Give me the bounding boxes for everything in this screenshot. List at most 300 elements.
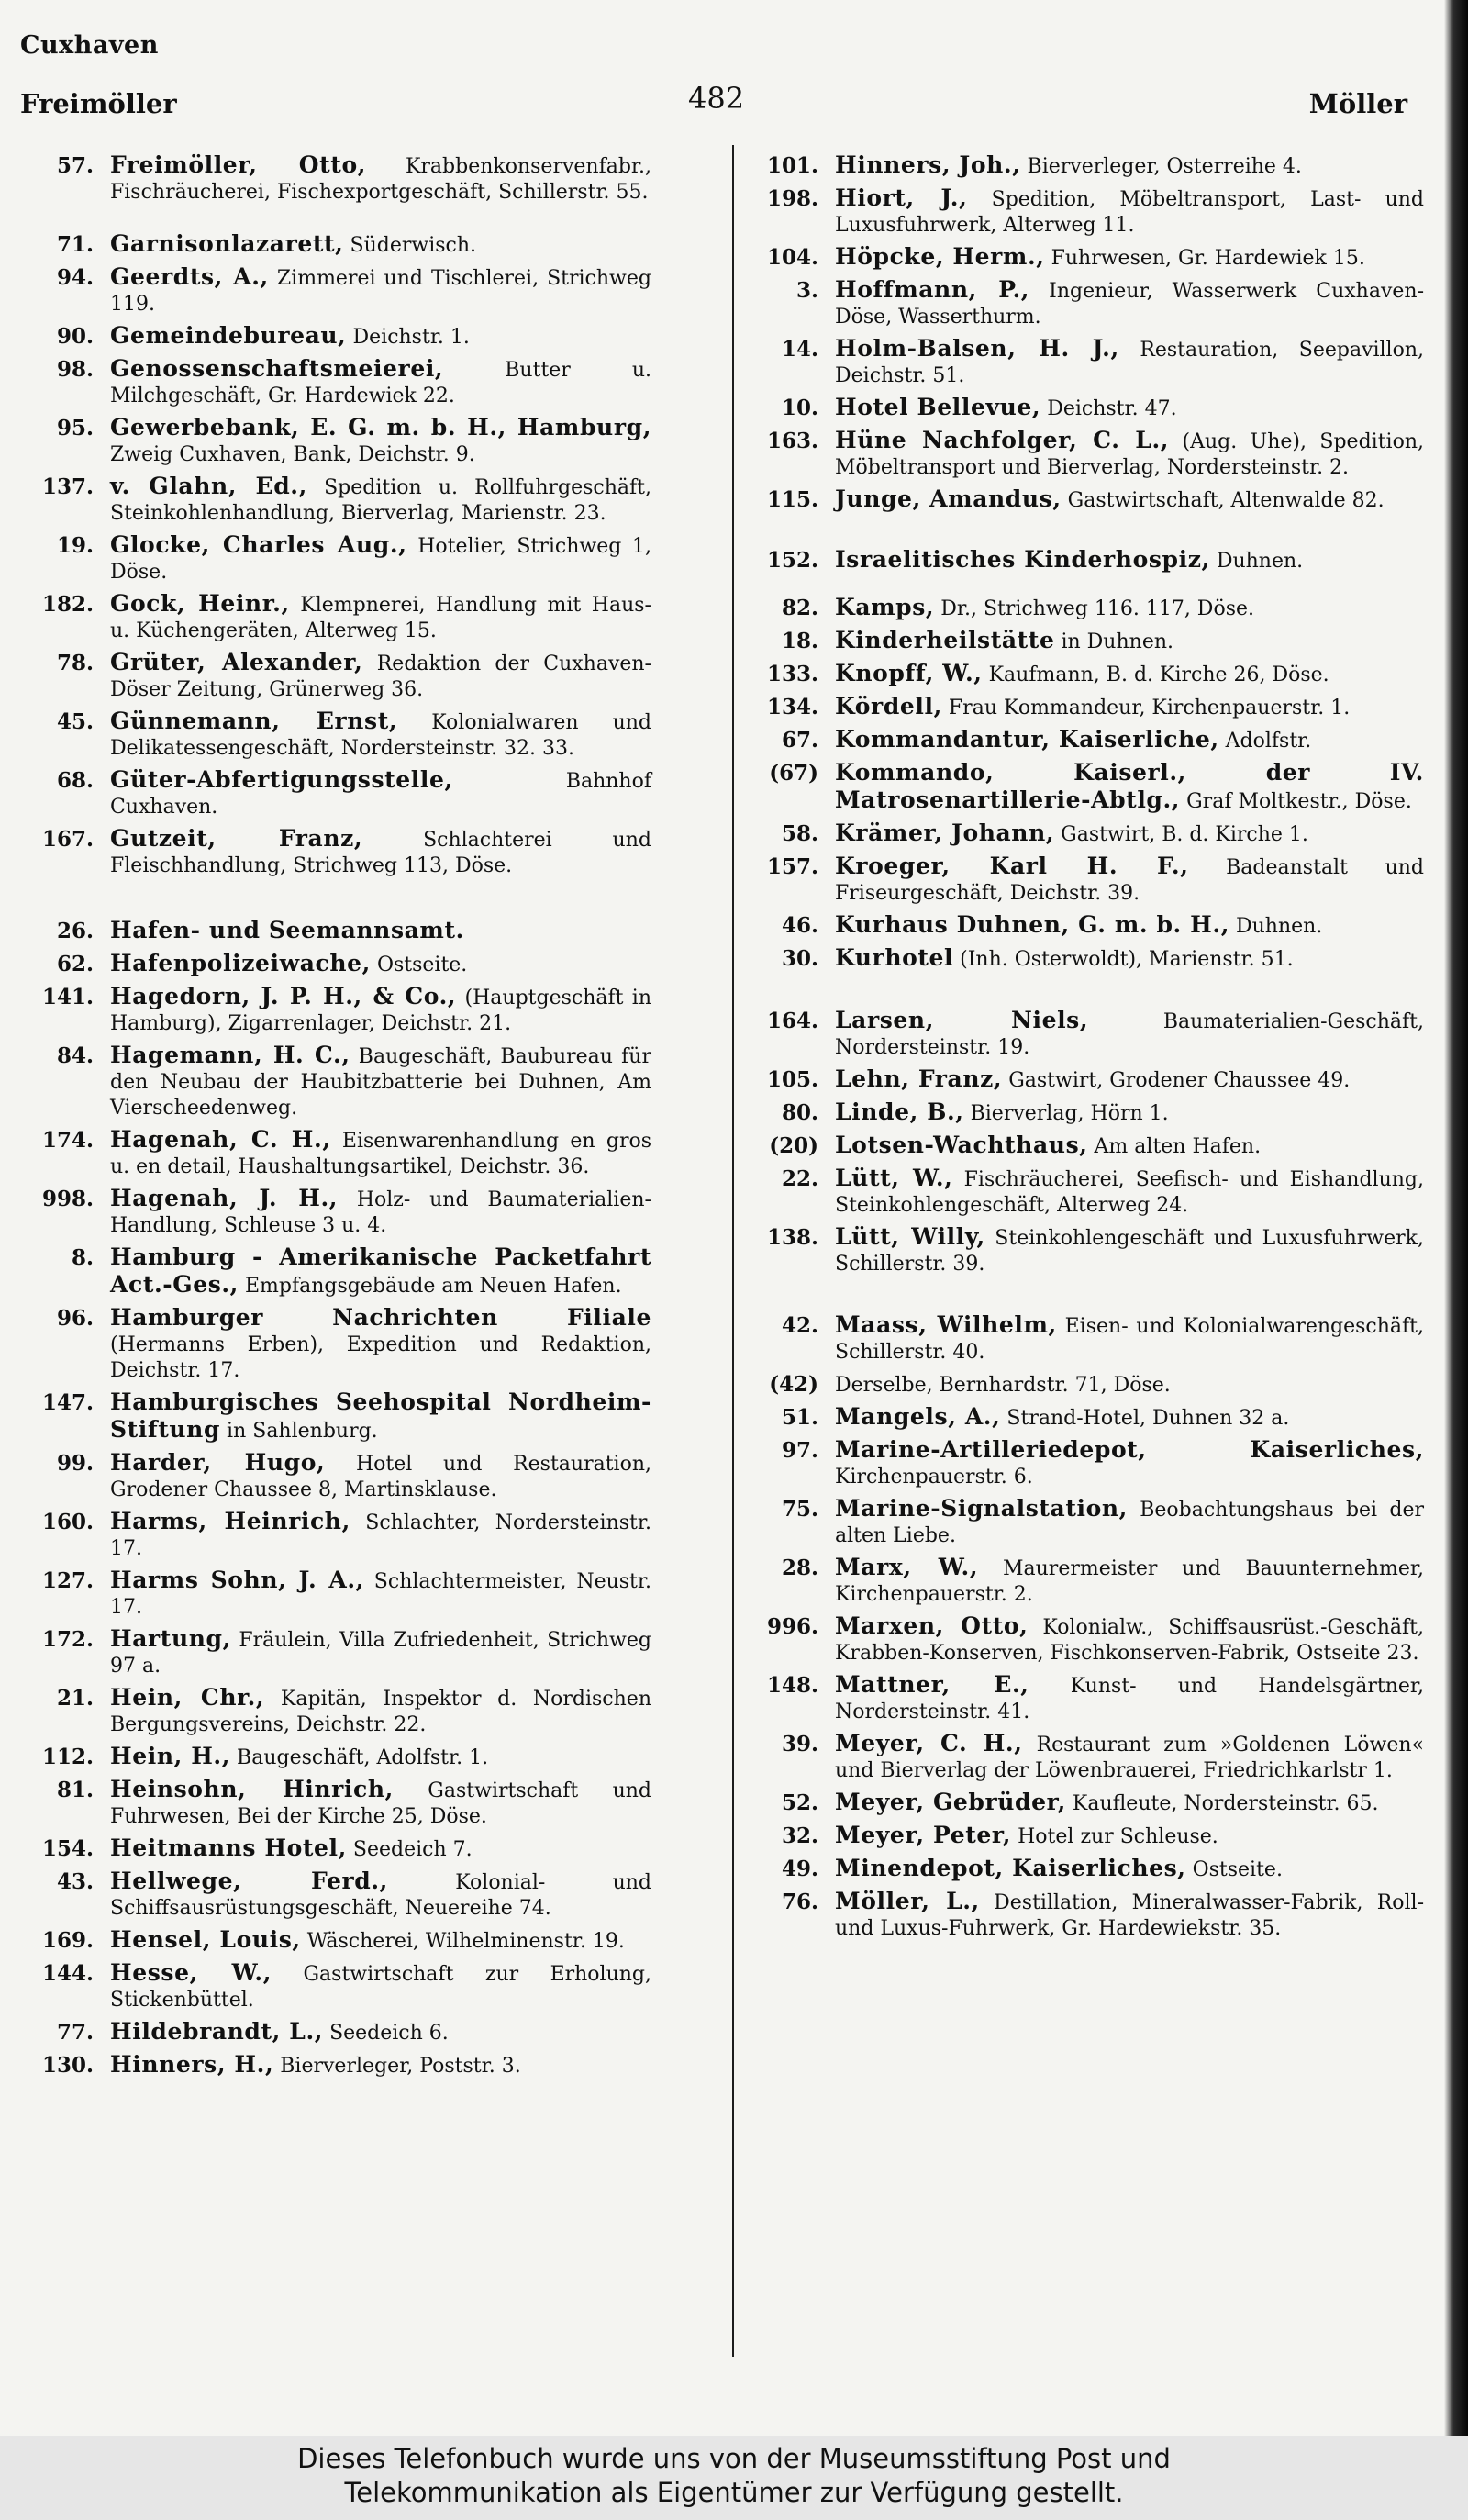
entry-body <box>110 767 651 820</box>
phone-number: 133. <box>766 662 818 686</box>
entry-body <box>110 323 651 351</box>
entry-body <box>835 1132 1424 1160</box>
directory-entry <box>745 1165 1424 1219</box>
entry-name: Minendepot, Kaiserliches, <box>835 1855 1186 1881</box>
entry-details: Hotel und Restauration, Grodener Chaussee 8, Martinsklause. <box>110 1453 651 1501</box>
entry-name: Höpcke, Herm., <box>835 243 1045 270</box>
phone-number: 82. <box>781 596 818 620</box>
entry-details: Baugeschäft, Adolfstr. 1. <box>237 1746 489 1769</box>
entry-body <box>835 1731 1424 1784</box>
directory-entry <box>745 1856 1424 1883</box>
entry-body <box>110 474 651 527</box>
entry-name: Hinners, H., <box>110 2051 274 2078</box>
phone-number: 154. <box>41 1836 94 1861</box>
entry-body <box>110 1744 651 1771</box>
entry-name: Larsen, Niels, <box>835 1007 1089 1033</box>
range-end-heading: Möller <box>1308 88 1407 119</box>
entry-name: Marine-Artilleriedepot, Kaiserliches, <box>835 1436 1424 1463</box>
phone-number: 172. <box>41 1627 94 1652</box>
entry-name: Hesse, W., <box>110 1959 272 1986</box>
entry-name: Garnisonlazarett, <box>110 230 344 257</box>
entry-details: Duhnen. <box>1216 550 1304 573</box>
entry-body <box>110 356 651 409</box>
entry-body <box>835 244 1424 272</box>
entry-details: Wäscherei, Wilhelminenstr. 19. <box>306 1930 625 1953</box>
entry-details: Zweig Cuxhaven, Bank, Deichstr. 9. <box>110 443 475 466</box>
entry-details: Derselbe, Bernhardstr. 71, Döse. <box>835 1374 1171 1397</box>
entry-body <box>835 661 1424 688</box>
entry-name: Heitmanns Hotel, <box>110 1834 347 1861</box>
phone-number: 28. <box>781 1555 818 1580</box>
phone-number: 138. <box>766 1225 818 1250</box>
phone-number: 78. <box>56 651 94 675</box>
entry-name: Kinderheilstätte <box>835 627 1055 653</box>
entry-name: Krämer, Johann, <box>835 820 1055 846</box>
entry-name: Israelitisches Kinderhospiz, <box>835 546 1210 573</box>
entry-details: Kaufleute, Nordersteinstr. 65. <box>1072 1792 1379 1815</box>
entry-body <box>835 1613 1424 1667</box>
phone-number: 96. <box>56 1306 94 1331</box>
entry-details: Spedition, Möbeltransport, Last- und Luxusfuhrwerk, Alterweg 11. <box>835 188 1425 237</box>
entry-details: Schlachtermeister, Neustr. 17. <box>110 1570 651 1619</box>
directory-entry <box>18 532 651 585</box>
entry-name: Gemeindebureau, <box>110 322 347 349</box>
entry-name: Hensel, Louis, <box>110 1926 301 1953</box>
phone-number: 14. <box>781 337 818 362</box>
entry-details: Deichstr. 1. <box>352 326 470 349</box>
entry-details: Bierverleger, Poststr. 3. <box>280 2055 521 2078</box>
directory-entry <box>18 1626 651 1679</box>
phone-number: 134. <box>766 695 818 719</box>
entry-details: Krabbenkonservenfabr., Fischräucherei, Fischexportgeschäft, Schillerstr. 55. <box>110 155 652 204</box>
entry-details: Gastwirt, B. d. Kirche 1. <box>1061 823 1308 846</box>
directory-entry <box>18 1777 651 1830</box>
entry-name: Hoffmann, P., <box>835 276 1030 303</box>
column-divider <box>732 145 734 2357</box>
entry-details: in Duhnen. <box>1061 630 1173 653</box>
phone-number: 46. <box>781 913 818 938</box>
entry-body <box>835 547 1424 574</box>
entry-details: Hotelier, Strichweg 1, Döse. <box>110 535 651 584</box>
directory-entry <box>745 1613 1424 1667</box>
entry-details: Kirchenpauerstr. 6. <box>835 1466 1033 1489</box>
entry-body <box>110 1960 651 2013</box>
entry-details: Butter u. Milchgeschäft, Gr. Hardewiek 22. <box>110 359 651 407</box>
left-column <box>18 147 651 2080</box>
directory-entry <box>745 1437 1424 1490</box>
entry-body <box>835 1224 1424 1277</box>
entry-body <box>835 152 1424 180</box>
entry-details: Dr., Strichweg 116. 117, Döse. <box>940 597 1254 620</box>
phone-number: 99. <box>56 1451 94 1476</box>
entry-details: Seedeich 7. <box>352 1838 473 1861</box>
entry-body <box>110 415 651 468</box>
directory-entry <box>745 1224 1424 1277</box>
entry-name: Harms, Heinrich, <box>110 1508 350 1534</box>
phone-number: 75. <box>781 1497 818 1522</box>
entry-name: Meyer, C. H., <box>835 1730 1023 1756</box>
phone-number: 39. <box>781 1732 818 1756</box>
phone-number: 167. <box>41 827 94 852</box>
entry-name: Mangels, A., <box>835 1403 1001 1430</box>
entry-name: Hüne Nachfolger, C. L., <box>835 427 1170 453</box>
phone-number: 8. <box>71 1245 94 1270</box>
city-heading: Cuxhaven <box>20 31 159 60</box>
phone-number: 45. <box>56 709 94 734</box>
phone-number: 115. <box>766 487 818 512</box>
directory-entry <box>18 231 651 259</box>
directory-entry <box>18 918 651 945</box>
entry-body <box>835 1496 1424 1549</box>
entry-details: Gastwirtschaft, Altenwalde 82. <box>1067 489 1385 512</box>
directory-entry <box>18 474 651 527</box>
entry-name: Kamps, <box>835 594 935 620</box>
directory-entry <box>18 951 651 978</box>
entry-name: Glocke, Charles Aug., <box>110 531 407 558</box>
entry-details: (Inh. Osterwoldt), Marienstr. 51. <box>960 948 1294 971</box>
entry-name: Mattner, E., <box>835 1671 1029 1698</box>
entry-details: Kunst- und Handelsgärtner, Nordersteinstr. 41. <box>835 1675 1424 1723</box>
directory-entry <box>745 1823 1424 1850</box>
entry-name: Lehn, Franz, <box>835 1065 1003 1092</box>
entry-details: Eisen- und Kolonialwarengeschäft, Schillerstr. 40. <box>835 1315 1425 1364</box>
directory-entry <box>745 395 1424 422</box>
directory-entry <box>745 595 1424 622</box>
entry-body <box>835 1371 1424 1399</box>
entry-body <box>110 1927 651 1955</box>
phone-number: 62. <box>56 952 94 976</box>
directory-entry <box>745 628 1424 655</box>
entry-details: Gastwirt, Grodener Chaussee 49. <box>1008 1069 1351 1092</box>
directory-entry <box>18 323 651 351</box>
entry-details: Baumaterialien-Geschäft, Nordersteinstr. 19. <box>835 1010 1424 1059</box>
entry-body <box>110 1450 651 1503</box>
directory-entry <box>18 356 651 409</box>
directory-entry <box>745 661 1424 688</box>
phone-number: 22. <box>781 1166 818 1191</box>
phone-number: 137. <box>41 474 94 499</box>
entry-body <box>835 428 1424 481</box>
entry-name: Hein, H., <box>110 1743 231 1769</box>
entry-name: Hamburgisches Seehospital Nordheim-Stiftung <box>110 1388 651 1443</box>
entry-name: Hafen- und Seemannsamt. <box>110 917 464 943</box>
directory-entry <box>745 945 1424 973</box>
entry-name: Hamburg - Amerikanische Packetfahrt Act.-Ges., <box>110 1243 651 1298</box>
entry-body <box>835 1066 1424 1094</box>
entry-details: Süderwisch. <box>350 234 476 257</box>
entry-name: Möller, L., <box>835 1888 980 1914</box>
entry-body <box>110 1685 651 1738</box>
entry-body <box>835 1823 1424 1850</box>
entry-body <box>835 1099 1424 1127</box>
entry-details: Kolonialwaren und Delikatessengeschäft, Nordersteinstr. 32. 33. <box>110 711 652 760</box>
entry-name: Gutzeit, Franz, <box>110 825 363 852</box>
entry-body <box>110 231 651 259</box>
entry-name: Günnemann, Ernst, <box>110 708 398 734</box>
entry-name: Hagedorn, J. P. H., & Co., <box>110 983 457 1009</box>
phone-number: 127. <box>41 1568 94 1593</box>
directory-entry <box>745 727 1424 754</box>
entry-name: Knopff, W., <box>835 660 983 686</box>
entry-body <box>110 1509 651 1562</box>
phone-number: 68. <box>56 768 94 793</box>
range-start-heading: Freimöller <box>20 88 177 119</box>
phone-number: 42. <box>781 1313 818 1338</box>
directory-entry <box>745 1555 1424 1608</box>
footer-line-1: Dieses Telefonbuch wurde uns von der Museumsstiftung Post und <box>297 2443 1171 2474</box>
entry-details: Graf Moltkestr., Döse. <box>1186 790 1412 813</box>
phone-number: 164. <box>766 1009 818 1033</box>
phone-number: 160. <box>41 1510 94 1534</box>
footer-line-2: Telekommunikation als Eigentümer zur Verfügung gestellt. <box>344 2477 1124 2508</box>
entry-body <box>835 1790 1424 1817</box>
entry-name: v. Glahn, Ed., <box>110 473 307 499</box>
entry-name: Hotel Bellevue, <box>835 394 1041 420</box>
phone-number: 104. <box>766 245 818 270</box>
entry-name: Linde, B., <box>835 1098 964 1125</box>
entry-body <box>110 1043 651 1121</box>
phone-number: 996. <box>766 1614 818 1639</box>
entry-details: Beobachtungshaus bei der alten Liebe. <box>835 1499 1424 1547</box>
entry-details: (Hermanns Erben), Expedition und Redaktion, Deichstr. 17. <box>110 1333 651 1382</box>
entry-details: Duhnen. <box>1236 915 1323 938</box>
entry-body <box>835 760 1424 815</box>
entry-details: Ingenieur, Wasserwerk Cuxhaven-Döse, Wasserthurm. <box>835 280 1424 329</box>
entry-name: Kroeger, Karl H. F., <box>835 853 1189 879</box>
entry-details: Fuhrwesen, Gr. Hardewiek 15. <box>1051 247 1365 270</box>
entry-name: Kommandantur, Kaiserliche, <box>835 726 1219 753</box>
phone-number: 101. <box>766 153 818 178</box>
entry-name: Kördell, <box>835 693 942 719</box>
entry-body <box>110 591 651 644</box>
phone-number: 32. <box>781 1823 818 1848</box>
entry-name: Marxen, Otto, <box>835 1612 1029 1639</box>
entry-body <box>110 1868 651 1922</box>
entry-body <box>835 277 1424 330</box>
directory-entry <box>745 820 1424 848</box>
phone-number: 148. <box>766 1673 818 1698</box>
entry-body <box>110 152 651 206</box>
phone-number: 26. <box>56 919 94 943</box>
directory-entry <box>745 152 1424 180</box>
directory-entry <box>18 1127 651 1180</box>
entry-details: Adolfstr. <box>1225 730 1312 753</box>
entry-name: Lotsen-Wachthaus, <box>835 1132 1088 1158</box>
entry-body <box>110 264 651 318</box>
directory-entry <box>745 1008 1424 1061</box>
entry-body <box>835 853 1424 907</box>
phone-number: 57. <box>56 153 94 178</box>
entry-details: Deichstr. 47. <box>1047 397 1177 420</box>
entry-body <box>110 1305 651 1384</box>
directory-entry <box>18 1043 651 1121</box>
entry-details: Restauration, Seepavillon, Deichstr. 51. <box>835 339 1424 387</box>
directory-entry <box>745 1889 1424 1942</box>
phone-number: 90. <box>56 324 94 349</box>
entry-details: Bierverlag, Hörn 1. <box>970 1102 1169 1125</box>
entry-body <box>110 826 651 879</box>
entry-name: Junge, Amandus, <box>835 485 1062 512</box>
entry-details: Zimmerei und Tischlerei, Strichweg 119. <box>110 267 651 316</box>
entry-details: Kaufmann, B. d. Kirche 26, Döse. <box>988 663 1329 686</box>
entry-name: Meyer, Peter, <box>835 1822 1012 1848</box>
directory-entry <box>745 760 1424 815</box>
phone-number: 52. <box>781 1790 818 1815</box>
entry-details: (Hauptgeschäft in Hamburg), Zigarrenlager, Deichstr. 21. <box>110 987 651 1035</box>
directory-entry <box>745 1731 1424 1784</box>
entry-name: Holm-Balsen, H. J., <box>835 335 1119 362</box>
directory-entry <box>745 853 1424 907</box>
phone-number: 105. <box>766 1067 818 1092</box>
phone-number: 80. <box>781 1100 818 1125</box>
entry-name: Marx, W., <box>835 1554 979 1580</box>
directory-entry <box>18 1450 651 1503</box>
entry-body <box>110 984 651 1037</box>
entry-name: Hein, Chr., <box>110 1684 265 1711</box>
entry-body <box>835 1165 1424 1219</box>
entry-body <box>110 1127 651 1180</box>
directory-entry <box>18 826 651 879</box>
entry-name: Marine-Signalstation, <box>835 1495 1128 1522</box>
entry-body <box>835 395 1424 422</box>
entry-name: Hartung, <box>110 1625 231 1652</box>
entry-details: Fräulein, Villa Zufriedenheit, Strichweg 97 a. <box>110 1629 651 1678</box>
phone-number: 76. <box>781 1890 818 1914</box>
directory-entry <box>18 1567 651 1621</box>
entry-name: Harder, Hugo, <box>110 1449 326 1476</box>
directory-entry <box>18 1960 651 2013</box>
phone-number: 58. <box>781 821 818 846</box>
entry-details: Kolonialw., Schiffsausrüst.-Geschäft, Krabben-Konserven, Fischkonserven-Fabrik, Ostseite 23. <box>835 1616 1424 1665</box>
phone-number: 174. <box>41 1128 94 1153</box>
footer-notice <box>0 2436 1468 2520</box>
phone-number: 43. <box>56 1869 94 1894</box>
entry-name: Hagenah, C. H., <box>110 1126 331 1153</box>
phone-number: 21. <box>56 1686 94 1711</box>
directory-entry <box>745 694 1424 721</box>
entry-body <box>110 1835 651 1863</box>
entry-name: Kurhotel <box>835 944 954 971</box>
phone-number: 84. <box>56 1043 94 1068</box>
directory-entry <box>18 1744 651 1771</box>
entry-body <box>835 1437 1424 1490</box>
entry-name: Hagemann, H. C., <box>110 1042 350 1068</box>
entry-body <box>835 694 1424 721</box>
entry-details: Spedition u. Rollfuhrgeschäft, Steinkohlenhandlung, Bierverlag, Marienstr. 23. <box>110 476 651 525</box>
entry-details: Holz- und Baumaterialien-Handlung, Schleuse 3 u. 4. <box>110 1188 651 1237</box>
entry-details: Redaktion der Cuxhaven-Döser Zeitung, Grünerweg 36. <box>110 652 651 701</box>
directory-entry <box>18 2052 651 2080</box>
entry-name: Güter-Abfertigungsstelle, <box>110 766 453 793</box>
phone-number: 95. <box>56 416 94 440</box>
directory-entry <box>745 1404 1424 1432</box>
phone-number: 198. <box>766 186 818 211</box>
entry-details: Am alten Hafen. <box>1094 1135 1262 1158</box>
phone-number: 144. <box>41 1961 94 1986</box>
directory-entry <box>745 1672 1424 1725</box>
entry-name: Hagenah, J. H., <box>110 1185 339 1211</box>
entry-details: Gastwirtschaft zur Erholung, Stickenbüttel. <box>110 1963 652 2012</box>
entry-details: Seedeich 6. <box>329 2022 449 2045</box>
phone-number: 19. <box>56 533 94 558</box>
directory-entry <box>745 1312 1424 1366</box>
entry-name: Maass, Wilhelm, <box>835 1311 1057 1338</box>
entry-name: Hamburger Nachrichten Filiale <box>110 1304 651 1331</box>
entry-body <box>110 1777 651 1830</box>
directory-entry <box>18 591 651 644</box>
entry-body <box>835 185 1424 239</box>
page-number: 482 <box>688 81 745 116</box>
entry-body <box>835 1856 1424 1883</box>
entry-body <box>835 1672 1424 1725</box>
entry-name: Hafenpolizeiwache, <box>110 950 371 976</box>
phone-number: 182. <box>41 592 94 617</box>
entry-body <box>835 1008 1424 1061</box>
phone-number: 3. <box>795 278 818 303</box>
phone-number: 18. <box>781 629 818 653</box>
entry-details: Fischräucherei, Seefisch- und Eishandlung, Steinkohlengeschäft, Alterweg 24. <box>835 1168 1424 1217</box>
phone-number: 157. <box>766 854 818 879</box>
directory-entry <box>18 1186 651 1239</box>
directory-entry <box>18 415 651 468</box>
entry-body <box>835 628 1424 655</box>
phone-number: 10. <box>781 396 818 420</box>
phone-number: 94. <box>56 265 94 290</box>
phone-number: (42) <box>769 1372 818 1397</box>
entry-details: Bierverleger, Osterreihe 4. <box>1027 155 1302 178</box>
entry-details: Ostseite. <box>1192 1858 1283 1881</box>
entry-details: in Sahlenburg. <box>227 1420 378 1443</box>
right-column <box>745 147 1424 1942</box>
phone-number: 81. <box>56 1778 94 1802</box>
entry-details: Destillation, Mineralwasser-Fabrik, Roll- und Luxus-Fuhrwerk, Gr. Hardewiekstr. 35. <box>835 1891 1425 1940</box>
directory-entry <box>18 1389 651 1444</box>
entry-body <box>835 336 1424 389</box>
entry-body <box>110 951 651 978</box>
entry-body <box>110 2019 651 2046</box>
phone-number: 112. <box>41 1745 94 1769</box>
entry-details: Empfangsgebäude am Neuen Hafen. <box>244 1275 622 1298</box>
entry-body <box>835 1312 1424 1366</box>
entry-body <box>835 486 1424 514</box>
phone-number: (67) <box>769 761 818 786</box>
entry-name: Grüter, Alexander, <box>110 649 363 675</box>
entry-details: Schlachter, Nordersteinstr. 17. <box>110 1511 651 1560</box>
entry-name: Kommando, Kaiserl., der IV. Matrosenartillerie-Abtlg., <box>835 759 1424 813</box>
entry-body <box>835 912 1424 940</box>
entry-body <box>110 532 651 585</box>
directory-entry <box>18 1835 651 1863</box>
directory-entry <box>18 1244 651 1299</box>
entry-details: Baugeschäft, Baubureau für den Neubau der Haubitzbatterie bei Duhnen, Am Vierscheedenweg. <box>110 1045 651 1120</box>
directory-entry <box>18 984 651 1037</box>
entry-body <box>110 1626 651 1679</box>
directory-entry <box>18 2019 651 2046</box>
entry-name: Hildebrandt, L., <box>110 2018 324 2045</box>
entry-details: Gastwirtschaft und Fuhrwesen, Bei der Kirche 25, Döse. <box>110 1779 651 1828</box>
directory-entry <box>745 912 1424 940</box>
directory-entry <box>18 1927 651 1955</box>
directory-entry <box>745 185 1424 239</box>
directory-entry <box>18 152 651 206</box>
directory-entry <box>745 1496 1424 1549</box>
directory-entry <box>745 244 1424 272</box>
entry-details: Kapitän, Inspektor d. Nordischen Bergungsvereins, Deichstr. 22. <box>110 1688 651 1736</box>
entry-name: Harms Sohn, J. A., <box>110 1567 364 1593</box>
entry-details: Ostseite. <box>376 953 468 976</box>
entry-body <box>110 2052 651 2080</box>
entry-body <box>835 820 1424 848</box>
